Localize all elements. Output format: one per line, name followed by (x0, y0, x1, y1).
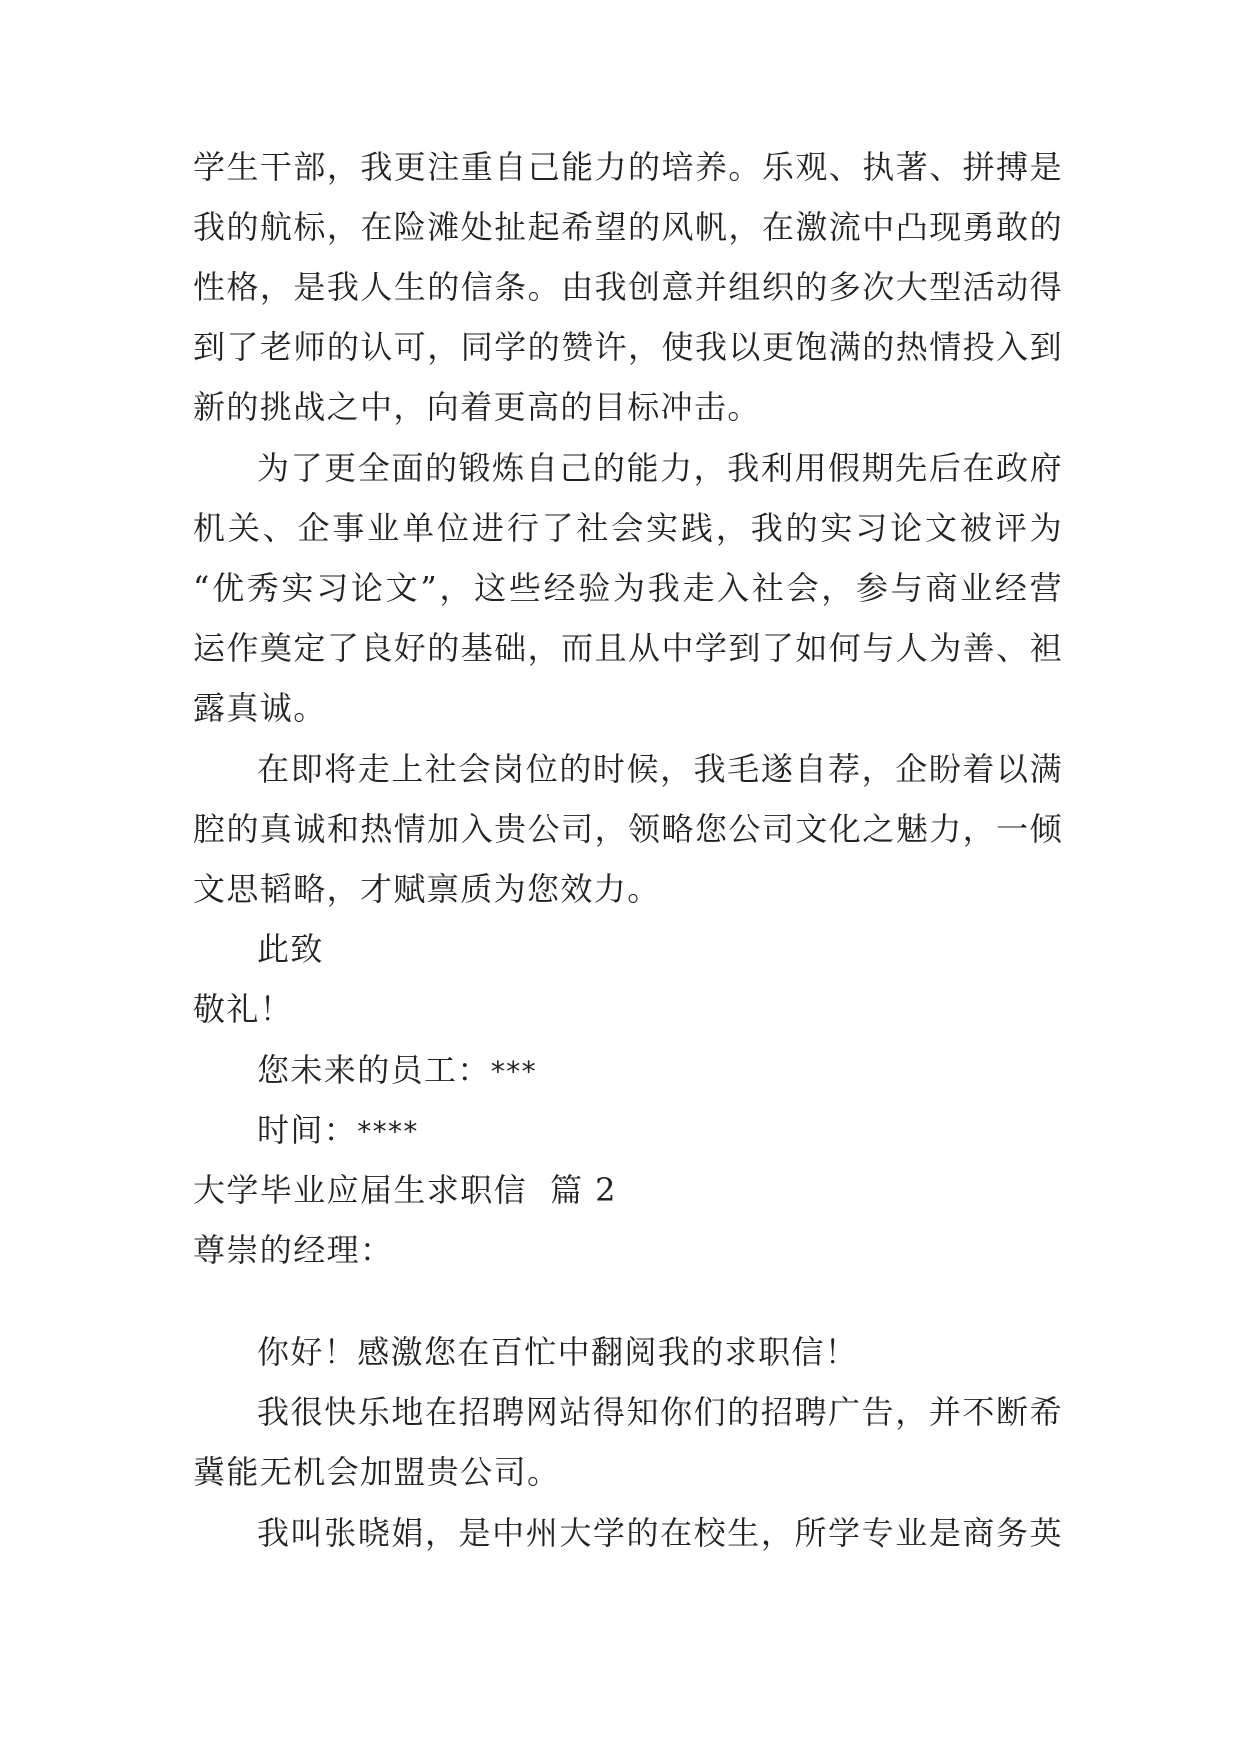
text-line: 运作奠定了良好的基础，而且从中学到了如何与人为善、袒 (193, 629, 1063, 667)
date-value: **** (357, 1115, 419, 1148)
text-line: 我很快乐地在招聘网站得知你们的招聘广告，并不断希 (257, 1393, 1063, 1431)
text-line: 为了更全面的锻炼自己的能力，我利用假期先后在政府 (257, 449, 1063, 487)
signature-value: *** (490, 1055, 538, 1088)
text-line: 我叫张晓娟，是中州大学的在校生，所学专业是商务英 (257, 1514, 1063, 1552)
section-title: 大学毕业应届生求职信 篇 2 (193, 1171, 617, 1209)
text-line: 露真诚。 (193, 689, 327, 727)
salutation-line: 敬礼！ (193, 990, 294, 1028)
text-line: 冀能无机会加盟贵公司。 (193, 1453, 561, 1491)
text-line: 机关、企事业单位进行了社会实践，我的实习论文被评为 (193, 509, 1063, 547)
text-line: 你好！感激您在百忙中翻阅我的求职信！ (257, 1333, 859, 1371)
text-line: 我的航标，在险滩处扯起希望的风帆，在激流中凸现勇敢的 (193, 208, 1063, 246)
signature-line (257, 1050, 1063, 1092)
closing-line: 此致 (257, 930, 324, 968)
greeting-line: 尊崇的经理： (193, 1231, 394, 1269)
date-label: 时间： (257, 1111, 358, 1149)
text-line: 腔的真诚和热情加入贵公司，领略您公司文化之魅力，一倾 (193, 810, 1063, 848)
text-line: 到了老师的认可，同学的赞许，使我以更饱满的热情投入到 (193, 328, 1063, 366)
date-line (257, 1110, 1063, 1152)
text-line: 性格，是我人生的信条。由我创意并组织的多次大型活动得 (193, 268, 1063, 306)
text-line: 新的挑战之中，向着更高的目标冲击。 (193, 388, 761, 426)
text-line: 学生干部，我更注重自己能力的培养。乐观、执著、拼搏是 (193, 148, 1063, 186)
signature-label: 您未来的员工： (257, 1051, 491, 1089)
text-line: “优秀实习论文”，这些经验为我走入社会，参与商业经营 (193, 569, 1063, 607)
text-line: 在即将走上社会岗位的时候，我毛遂自荐，企盼着以满 (257, 750, 1063, 788)
text-line: 文思韬略，才赋禀质为您效力。 (193, 870, 661, 908)
